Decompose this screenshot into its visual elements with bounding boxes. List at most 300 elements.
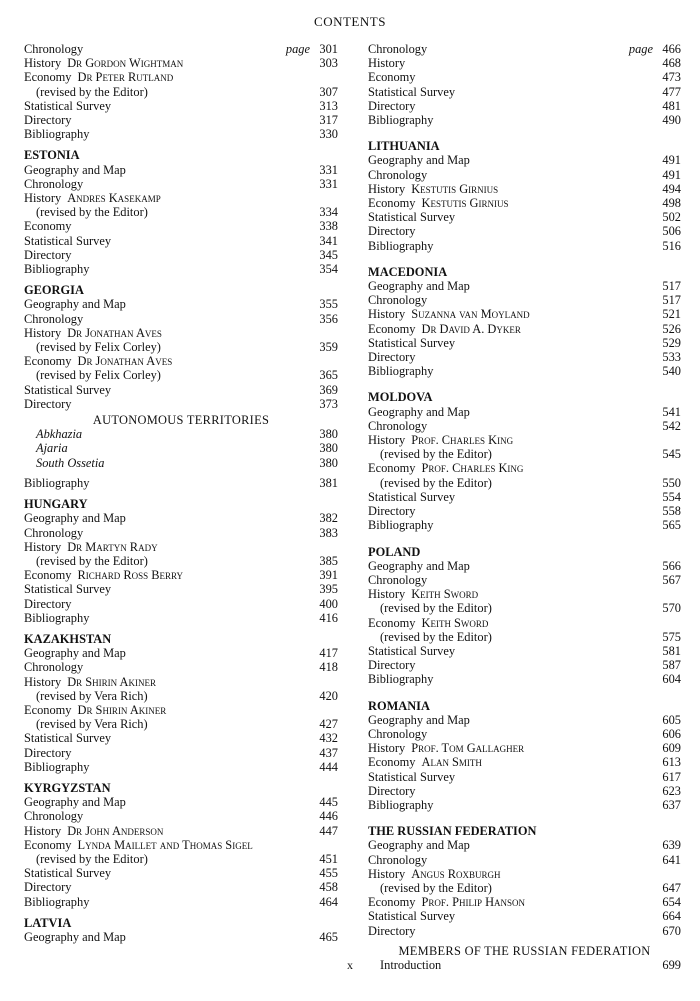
entry-label: Directory <box>24 113 72 128</box>
toc-entry[interactable] <box>24 326 338 354</box>
toc-entry[interactable] <box>368 405 681 419</box>
entry-page: 437 <box>319 745 338 760</box>
toc-entry[interactable] <box>368 182 681 196</box>
toc-entry[interactable] <box>368 518 681 532</box>
toc-entry[interactable] <box>24 746 338 760</box>
entry-page: 605 <box>662 712 681 727</box>
author-name: Suzanna van Moyland <box>411 307 530 322</box>
entry-label: Economy <box>368 321 416 336</box>
entry-label: Ajaria <box>36 441 68 456</box>
toc-entry[interactable] <box>24 660 338 674</box>
toc-entry[interactable] <box>368 293 681 307</box>
toc-entry[interactable] <box>24 866 338 880</box>
toc-entry[interactable] <box>24 354 338 382</box>
revised-note: (revised by the Editor) <box>36 84 148 99</box>
toc-entry[interactable] <box>24 476 338 490</box>
entry-label: Statistical Survey <box>24 731 112 746</box>
toc-entry[interactable] <box>24 456 338 470</box>
entry-label: Statistical Survey <box>24 233 112 248</box>
toc-entry[interactable] <box>24 262 338 276</box>
entry-label: Bibliography <box>368 113 434 128</box>
entry-page: 637 <box>662 797 681 812</box>
entry-page: 418 <box>319 660 338 675</box>
toc-entry[interactable] <box>368 770 681 784</box>
entry-page: 365 <box>319 368 338 383</box>
toc-entry[interactable] <box>368 853 681 867</box>
entry-label: Directory <box>24 745 72 760</box>
entry-label: Chronology <box>368 726 428 741</box>
entry-label: Geography and Map <box>24 795 126 810</box>
entry-label: Economy <box>368 461 416 476</box>
toc-entry[interactable] <box>368 196 681 210</box>
entry-label: Chronology <box>368 167 428 182</box>
entry-page: 558 <box>662 504 681 519</box>
entry-page: 517 <box>662 293 681 308</box>
revised-note: (revised by the Editor) <box>36 553 148 568</box>
toc-entry[interactable] <box>368 644 681 658</box>
entry-page: 606 <box>662 726 681 741</box>
toc-entry[interactable] <box>368 350 681 364</box>
toc-entry[interactable] <box>24 441 338 455</box>
entry-label: Chronology <box>24 311 84 326</box>
entry-page: 554 <box>662 489 681 504</box>
author-name: Alan Smith <box>421 755 482 770</box>
toc-entry[interactable] <box>24 611 338 625</box>
entry-label: Chronology <box>368 42 428 56</box>
entry-label: Statistical Survey <box>24 382 112 397</box>
entry-label: Chronology <box>24 42 84 56</box>
entry-page: 609 <box>662 741 681 756</box>
toc-entry[interactable] <box>368 224 681 238</box>
entry-page: 617 <box>662 769 681 784</box>
entry-page: 385 <box>319 553 338 568</box>
entry-page: 566 <box>662 558 681 573</box>
entry-label: Bibliography <box>24 759 90 774</box>
toc-entry[interactable] <box>24 397 338 411</box>
toc-entry[interactable] <box>24 248 338 262</box>
toc-entry[interactable] <box>368 433 681 461</box>
toc-entry[interactable] <box>368 461 681 489</box>
author-name: Dr Martyn Rady <box>67 539 158 554</box>
toc-entry[interactable] <box>24 191 338 219</box>
entry-page: 498 <box>662 196 681 211</box>
entry-page: 447 <box>319 823 338 838</box>
toc-entry[interactable] <box>368 559 681 573</box>
section-heading-hungary: HUNGARY <box>24 497 88 512</box>
entry-label: History <box>24 325 62 340</box>
entry-label: History <box>24 823 62 838</box>
entry-page: 570 <box>662 601 681 616</box>
entry-label: Bibliography <box>368 797 434 812</box>
entry-label: Statistical Survey <box>368 84 456 99</box>
page-word: page <box>285 42 310 56</box>
toc-entry[interactable] <box>24 177 338 191</box>
toc-entry[interactable] <box>24 56 338 70</box>
entry-page: 550 <box>662 475 681 490</box>
entry-label: Economy <box>24 354 72 369</box>
entry-page: 541 <box>662 404 681 419</box>
entry-page: 345 <box>319 247 338 262</box>
entry-page: 613 <box>662 755 681 770</box>
toc-entry[interactable] <box>368 322 681 336</box>
revised-note: (revised by Vera Rich) <box>36 717 148 732</box>
entry-page: 416 <box>319 610 338 625</box>
entry-page: 380 <box>319 441 338 456</box>
toc-entry[interactable] <box>24 163 338 177</box>
entry-label: Abkhazia <box>36 427 83 442</box>
entry-page: 581 <box>662 643 681 658</box>
entry-label: History <box>24 674 62 689</box>
entry-label: Chronology <box>368 852 428 867</box>
toc-entry[interactable] <box>24 824 338 838</box>
entry-label: Geography and Map <box>368 153 470 168</box>
section-heading-estonia: ESTONIA <box>24 148 80 163</box>
entry-page: 664 <box>662 909 681 924</box>
toc-entry[interactable] <box>24 838 338 866</box>
author-name: Dr Shirin Akiner <box>77 702 167 717</box>
author-name: Richard Ross Berry <box>77 568 184 583</box>
toc-entry[interactable] <box>24 930 338 944</box>
toc-entry[interactable] <box>24 70 338 98</box>
entry-label: Economy <box>24 219 72 234</box>
entry-label: Statistical Survey <box>368 335 456 350</box>
entry-label: Directory <box>24 247 72 262</box>
entry-page: 451 <box>319 851 338 866</box>
revised-note: (revised by Felix Corley) <box>36 368 161 383</box>
entry-page: 494 <box>662 181 681 196</box>
toc-entry[interactable] <box>24 880 338 894</box>
contents-column-right <box>368 42 681 972</box>
entry-label: Directory <box>368 783 416 798</box>
section-heading-poland: POLAND <box>368 544 421 559</box>
toc-entry[interactable] <box>368 587 681 615</box>
page-number: x <box>347 958 353 972</box>
entry-page: 491 <box>662 167 681 182</box>
entry-page: 641 <box>662 852 681 867</box>
entry-page: 458 <box>319 880 338 895</box>
author-name: Dr Shirin Akiner <box>67 674 156 689</box>
toc-entry[interactable] <box>368 924 681 938</box>
entry-page: 623 <box>662 783 681 798</box>
entry-label: Statistical Survey <box>368 210 456 225</box>
entry-label: Directory <box>368 350 416 365</box>
entry-label: Bibliography <box>24 127 90 142</box>
toc-entry[interactable] <box>368 70 681 84</box>
toc-entry[interactable] <box>24 895 338 909</box>
entry-page: 341 <box>319 233 338 248</box>
toc-entry[interactable] <box>368 210 681 224</box>
author-name: Prof. Charles King <box>421 461 524 476</box>
entry-page: 313 <box>319 98 338 113</box>
entry-page: 521 <box>662 307 681 322</box>
entry-label: Geography and Map <box>24 162 126 177</box>
author-name: Dr David A. Dyker <box>421 321 521 336</box>
section-heading-lithuania: LITHUANIA <box>368 139 440 154</box>
entry-page: 517 <box>662 279 681 294</box>
toc-entry[interactable] <box>24 540 338 568</box>
section-heading-kazakhstan: KAZAKHSTAN <box>24 631 112 646</box>
entry-label: Introduction <box>380 957 442 972</box>
section-heading-georgia: GEORGIA <box>24 283 84 298</box>
author-name: Andres Kasekamp <box>67 191 161 206</box>
author-name: Prof. Philip Hanson <box>421 895 526 910</box>
toc-entry[interactable] <box>368 56 681 70</box>
revised-note: (revised by the Editor) <box>380 447 492 462</box>
toc-entry[interactable] <box>368 336 681 350</box>
toc-entry[interactable] <box>368 42 681 56</box>
entry-label: History <box>368 587 406 602</box>
entry-label: Statistical Survey <box>368 909 456 924</box>
entry-page: 446 <box>319 809 338 824</box>
toc-entry[interactable] <box>368 168 681 182</box>
entry-page: 303 <box>319 56 338 71</box>
entry-page: 654 <box>662 895 681 910</box>
entry-label: Geography and Map <box>368 712 470 727</box>
entry-page: 647 <box>662 880 681 895</box>
entry-page: 444 <box>319 759 338 774</box>
entry-page: 380 <box>319 427 338 442</box>
revised-note: (revised by the Editor) <box>36 205 148 220</box>
entry-label: Geography and Map <box>368 404 470 419</box>
entry-page: 307 <box>319 84 338 99</box>
entry-page: 491 <box>662 153 681 168</box>
toc-entry[interactable] <box>24 568 338 582</box>
entry-label: Statistical Survey <box>368 489 456 504</box>
toc-entry[interactable] <box>368 113 681 127</box>
toc-entry[interactable] <box>24 113 338 127</box>
toc-entry[interactable] <box>368 490 681 504</box>
toc-entry[interactable] <box>24 427 338 441</box>
toc-entry[interactable] <box>24 297 338 311</box>
entry-label: History <box>368 741 406 756</box>
entry-page: 427 <box>319 717 338 732</box>
toc-entry[interactable] <box>368 798 681 812</box>
entry-page: 529 <box>662 335 681 350</box>
entry-page: 567 <box>662 572 681 587</box>
entry-page: 466 <box>662 42 681 56</box>
toc-entry[interactable] <box>368 279 681 293</box>
section-heading-russian-federation: THE RUSSIAN FEDERATION <box>368 824 537 839</box>
toc-entry[interactable] <box>24 511 338 525</box>
entry-label: Economy <box>24 568 72 583</box>
entry-label: Bibliography <box>368 238 434 253</box>
toc-entry[interactable] <box>24 42 338 56</box>
entry-label: Statistical Survey <box>24 866 112 881</box>
entry-page: 490 <box>662 113 681 128</box>
entry-label: Directory <box>368 224 416 239</box>
entry-label: Chronology <box>368 572 428 587</box>
entry-label: Chronology <box>24 525 84 540</box>
revised-note: (revised by Vera Rich) <box>36 688 148 703</box>
entry-page: 331 <box>319 162 338 177</box>
toc-entry[interactable] <box>24 526 338 540</box>
entry-label: South Ossetia <box>36 455 105 470</box>
toc-entry[interactable] <box>368 658 681 672</box>
entry-page: 354 <box>319 262 338 277</box>
entry-page: 330 <box>319 127 338 142</box>
entry-page: 545 <box>662 447 681 462</box>
entry-page: 417 <box>319 646 338 661</box>
revised-note: (revised by the Editor) <box>380 601 492 616</box>
entry-label: Directory <box>368 658 416 673</box>
entry-label: Statistical Survey <box>24 582 112 597</box>
entry-page: 317 <box>319 113 338 128</box>
toc-entry[interactable] <box>368 755 681 769</box>
entry-page: 526 <box>662 321 681 336</box>
toc-entry[interactable] <box>368 153 681 167</box>
toc-entry[interactable] <box>368 713 681 727</box>
toc-entry[interactable] <box>24 809 338 823</box>
entry-page: 445 <box>319 795 338 810</box>
entry-page: 400 <box>319 596 338 611</box>
toc-entry[interactable] <box>24 582 338 596</box>
toc-entry[interactable] <box>368 672 681 686</box>
toc-entry[interactable] <box>24 234 338 248</box>
entry-label: Geography and Map <box>368 838 470 853</box>
revised-note: (revised by the Editor) <box>380 880 492 895</box>
contents-column-left <box>24 42 338 944</box>
entry-page: 338 <box>319 219 338 234</box>
section-heading-kyrgyzstan: KYRGYZSTAN <box>24 780 111 795</box>
entry-page: 455 <box>319 866 338 881</box>
author-name: Dr John Anderson <box>67 823 164 838</box>
toc-entry[interactable] <box>24 731 338 745</box>
entry-label: Directory <box>24 880 72 895</box>
entry-page: 516 <box>662 238 681 253</box>
author-name: Kestutis Girnius <box>421 196 509 211</box>
author-name: Kestutis Girnius <box>411 181 499 196</box>
entry-label: Chronology <box>24 176 84 191</box>
entry-label: Economy <box>368 615 416 630</box>
entry-label: Directory <box>368 923 416 938</box>
entry-page: 464 <box>319 894 338 909</box>
entry-page: 502 <box>662 210 681 225</box>
toc-entry[interactable] <box>368 909 681 923</box>
toc-entry[interactable] <box>24 760 338 774</box>
entry-label: Statistical Survey <box>368 643 456 658</box>
entry-label: Directory <box>24 396 72 411</box>
author-name: Lynda Maillet and Thomas Sigel <box>77 837 253 852</box>
toc-entry[interactable] <box>368 99 681 113</box>
entry-page: 477 <box>662 84 681 99</box>
entry-label: History <box>24 539 62 554</box>
entry-page: 473 <box>662 70 681 85</box>
author-name: Dr Peter Rutland <box>77 70 174 85</box>
entry-label: Economy <box>368 755 416 770</box>
entry-label: History <box>24 191 62 206</box>
toc-entry[interactable] <box>24 99 338 113</box>
toc-entry[interactable] <box>368 616 681 644</box>
entry-page: 540 <box>662 364 681 379</box>
entry-label: Economy <box>24 702 72 717</box>
entry-label: Chronology <box>368 293 428 308</box>
toc-entry[interactable] <box>24 675 338 703</box>
toc-entry[interactable] <box>368 307 681 321</box>
entry-label: Bibliography <box>24 610 90 625</box>
toc-entry[interactable] <box>368 895 681 909</box>
entry-label: History <box>368 433 406 448</box>
entry-page: 565 <box>662 518 681 533</box>
toc-entry[interactable] <box>368 364 681 378</box>
entry-page: 670 <box>662 923 681 938</box>
toc-entry[interactable] <box>24 703 338 731</box>
section-heading-macedonia: MACEDONIA <box>368 264 448 279</box>
toc-entry[interactable] <box>368 727 681 741</box>
entry-page: 369 <box>319 382 338 397</box>
toc-entry[interactable] <box>368 784 681 798</box>
entry-page: 465 <box>319 929 338 944</box>
entry-page: 373 <box>319 396 338 411</box>
entry-label: Economy <box>368 70 416 85</box>
entry-page: 639 <box>662 838 681 853</box>
entry-label: Statistical Survey <box>24 98 112 113</box>
entry-label: History <box>368 56 406 71</box>
entry-page: 381 <box>319 475 338 490</box>
entry-label: Economy <box>24 70 72 85</box>
toc-entry[interactable] <box>368 741 681 755</box>
section-heading-romania: ROMANIA <box>368 698 430 713</box>
entry-label: History <box>368 307 406 322</box>
toc-entry[interactable] <box>368 239 681 253</box>
toc-entry[interactable] <box>24 127 338 141</box>
toc-entry[interactable] <box>368 419 681 433</box>
author-name: Dr Jonathan Aves <box>77 354 173 369</box>
author-name: Prof. Tom Gallagher <box>411 741 525 756</box>
subsection-heading-autonomous-territories: AUTONOMOUS TERRITORIES <box>92 413 270 428</box>
entry-label: Chronology <box>24 809 84 824</box>
page-word: page <box>628 42 653 56</box>
author-name: Keith Sword <box>411 587 479 602</box>
author-name: Prof. Charles King <box>411 433 514 448</box>
toc-entry[interactable] <box>24 795 338 809</box>
toc-entry[interactable] <box>24 219 338 233</box>
entry-label: Economy <box>368 895 416 910</box>
page-title: CONTENTS <box>314 14 386 29</box>
entry-label: Geography and Map <box>368 279 470 294</box>
entry-label: Bibliography <box>24 475 90 490</box>
toc-entry[interactable] <box>368 504 681 518</box>
toc-entry[interactable] <box>368 85 681 99</box>
entry-page: 506 <box>662 224 681 239</box>
entry-label: Bibliography <box>368 518 434 533</box>
entry-page: 359 <box>319 340 338 355</box>
entry-page: 533 <box>662 350 681 365</box>
entry-page: 391 <box>319 568 338 583</box>
toc-entry[interactable] <box>24 383 338 397</box>
toc-entry[interactable] <box>368 838 681 852</box>
toc-entry[interactable] <box>368 573 681 587</box>
toc-entry[interactable] <box>24 312 338 326</box>
entry-label: History <box>24 56 62 71</box>
entry-page: 699 <box>662 957 681 972</box>
entry-page: 468 <box>662 56 681 71</box>
entry-label: Geography and Map <box>24 511 126 526</box>
revised-note: (revised by the Editor) <box>380 475 492 490</box>
entry-page: 575 <box>662 629 681 644</box>
entry-label: Chronology <box>368 418 428 433</box>
toc-entry[interactable] <box>24 597 338 611</box>
toc-entry[interactable] <box>368 867 681 895</box>
entry-label: Economy <box>24 837 72 852</box>
author-name: Dr Jonathan Aves <box>67 325 162 340</box>
entry-label: Geography and Map <box>24 297 126 312</box>
entry-label: Bibliography <box>368 672 434 687</box>
author-name: Keith Sword <box>421 615 489 630</box>
entry-page: 542 <box>662 418 681 433</box>
toc-entry[interactable] <box>24 646 338 660</box>
entry-page: 382 <box>319 511 338 526</box>
entry-page: 383 <box>319 525 338 540</box>
